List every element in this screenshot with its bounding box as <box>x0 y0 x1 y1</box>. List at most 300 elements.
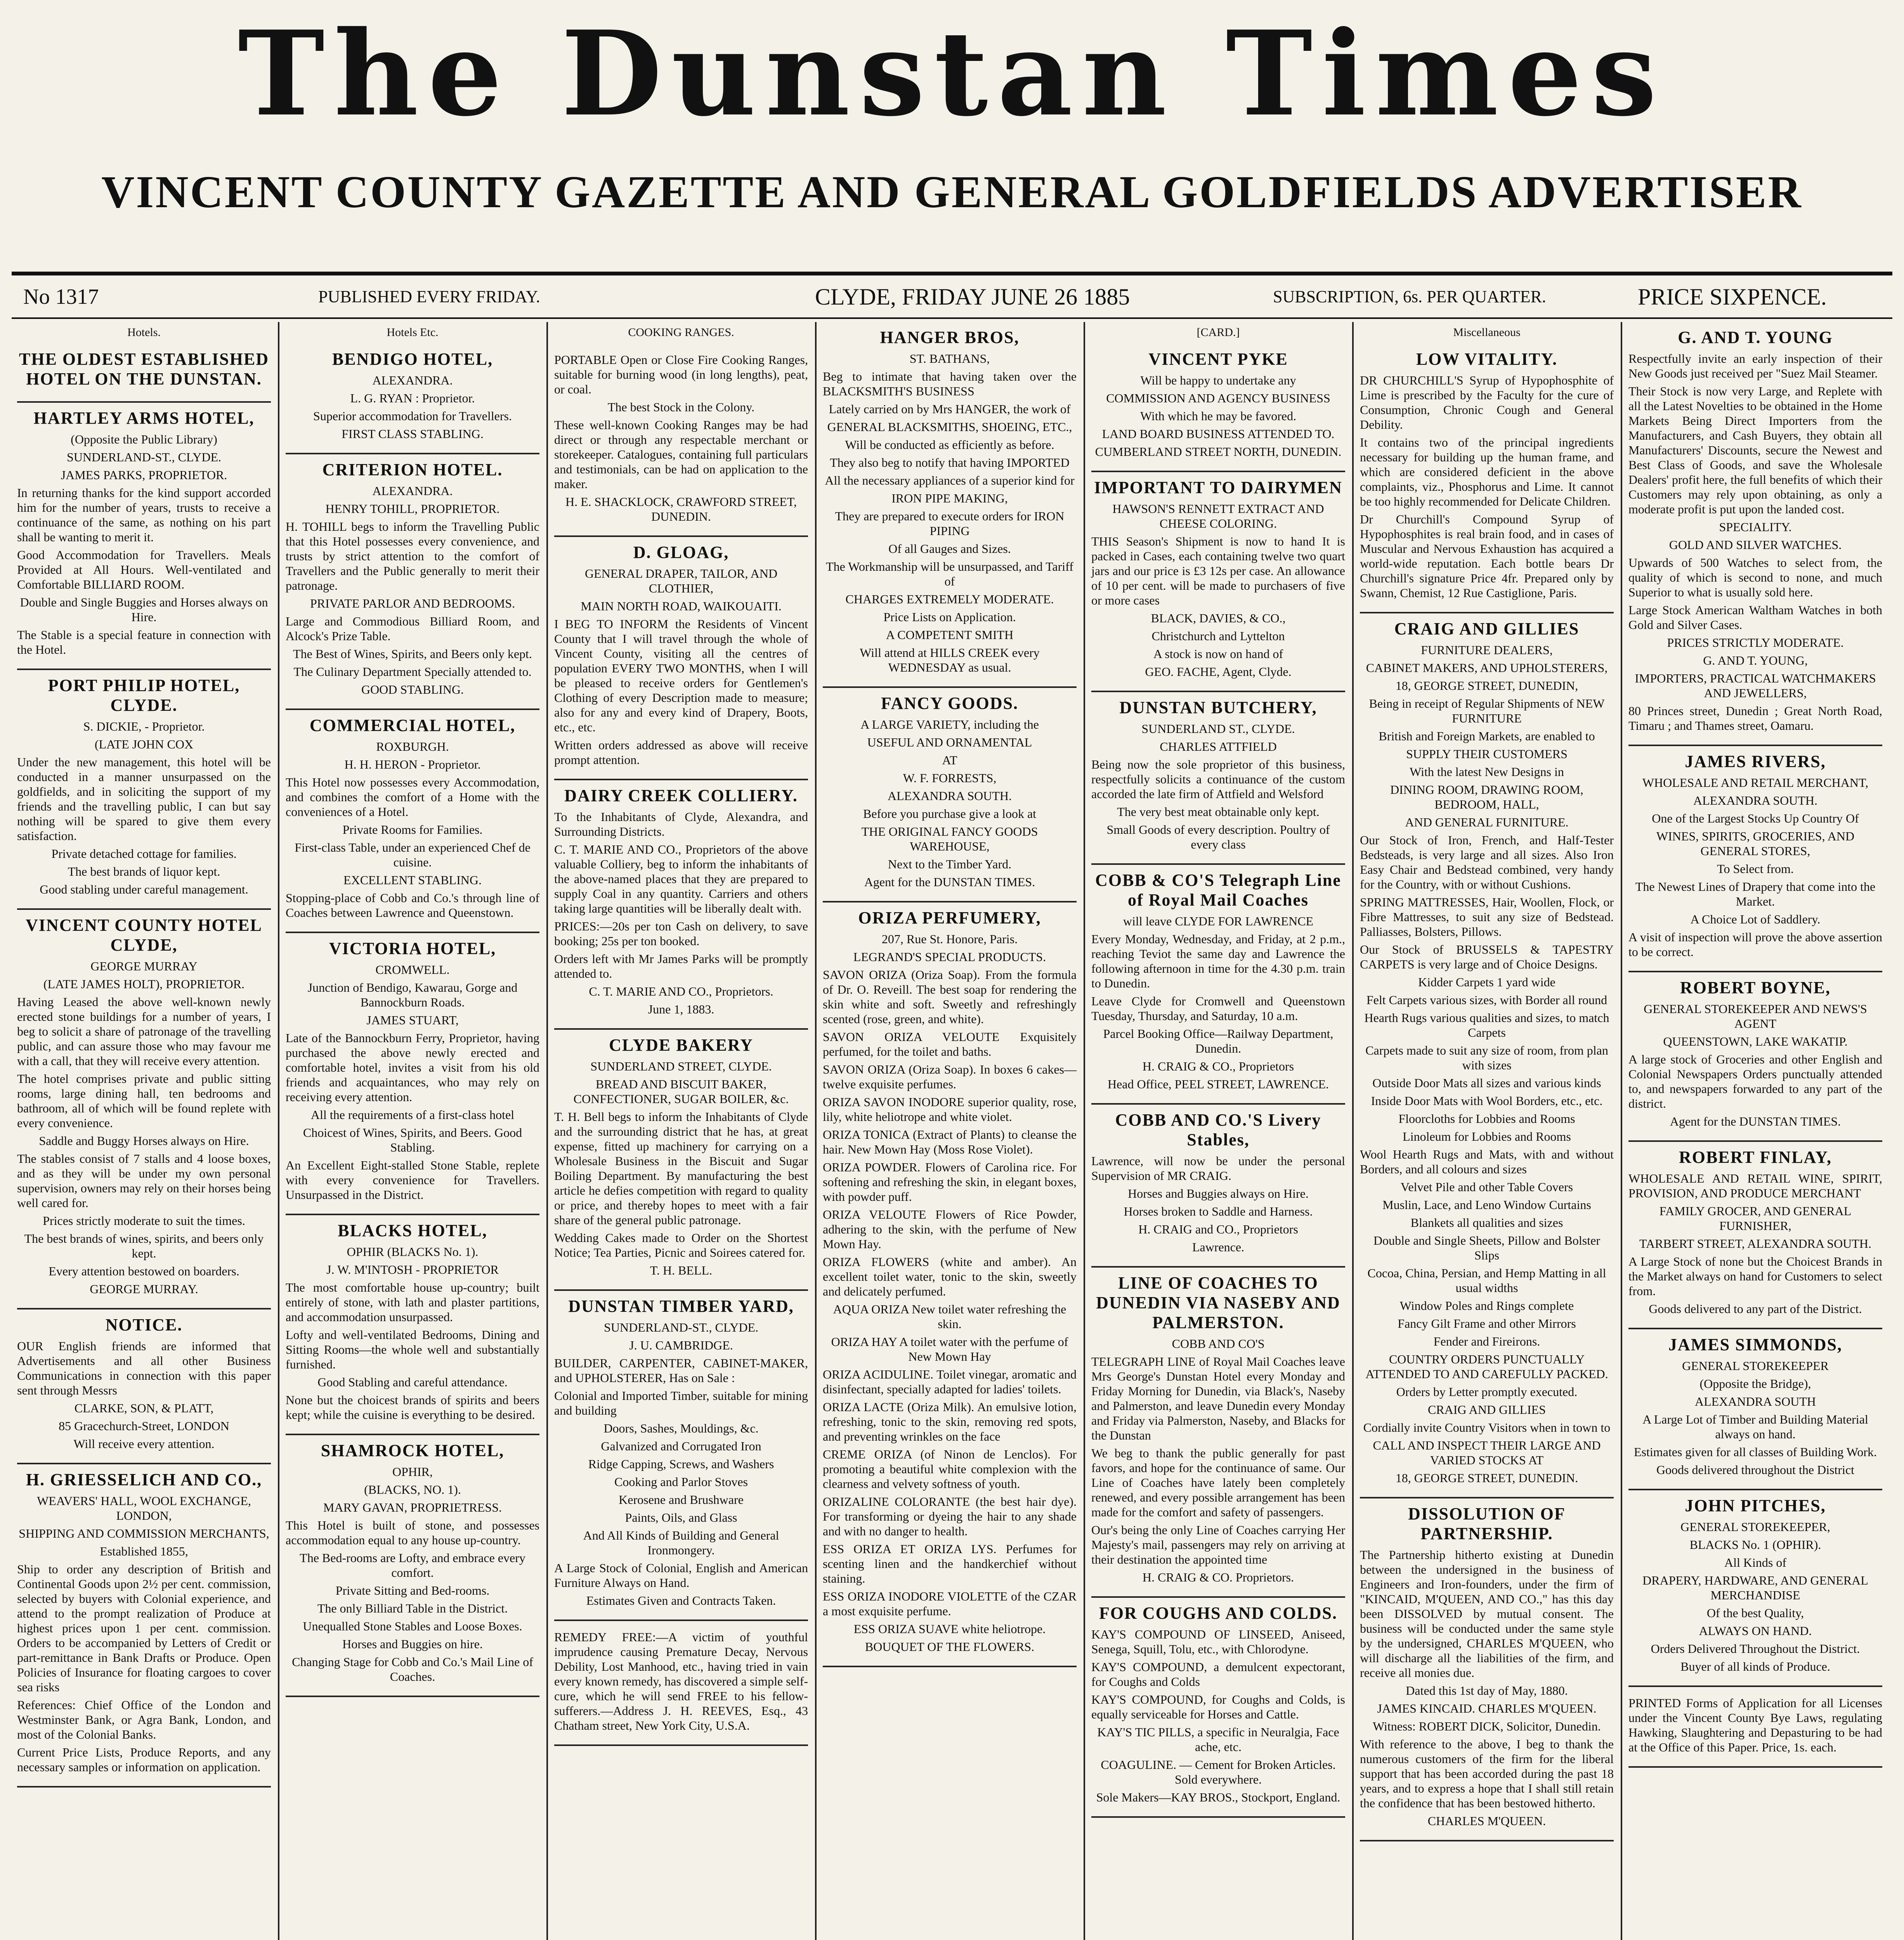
ad-title: DAIRY CREEK COLLIERY. <box>564 786 798 805</box>
ad-text: Linoleum for Lobbies and Rooms <box>1403 1129 1571 1143</box>
ad-text: Fancy Gilt Frame and other Mirrors <box>1398 1316 1576 1330</box>
ad-title: ROBERT FINLAY, <box>1679 1148 1832 1167</box>
ad-text: Window Poles and Rings complete <box>1399 1299 1574 1313</box>
advertisement <box>17 403 271 670</box>
advertisement <box>554 1291 808 1621</box>
ad-text: An Excellent Eight-stalled Stone Stable, replete with every convenience for Travellers. Unsurpassed in the District. <box>286 1158 539 1202</box>
ad-text: June 1, 1883. <box>648 1002 714 1016</box>
ad-text: Blankets all qualities and sizes <box>1410 1216 1563 1230</box>
advertisement <box>286 933 539 1215</box>
column-3 <box>549 322 813 1940</box>
ad-text: I BEG TO INFORM the Residents of Vincent County that I will travel through the whole of Vincent County, visiting all the centres of population EVERY TWO MONTHS, when I will be pleased to receive orders for Gentlemen's Clothing of every Description made to measure; also for any and every kind of Drapery, Boots, etc., etc. <box>554 617 808 734</box>
advertisement <box>17 1310 271 1464</box>
ad-text: A COMPETENT SMITH <box>886 628 1014 642</box>
ad-text: None but the choicest brands of spirits and beers kept; while the cuisine is everything to be desired. <box>286 1393 539 1422</box>
ad-text: DR CHURCHILL'S Syrup of Hypophosphite of Lime is prescribed by the Faculty for the cure of Consumption, Chronic Cough and General Debility. <box>1360 373 1614 431</box>
subscription-price: SUBSCRIPTION, 6s. PER QUARTER. <box>1273 287 1546 306</box>
ad-text: 207, Rue St. Honore, Paris. <box>881 932 1018 946</box>
ad-text: IMPORTERS, PRACTICAL WATCHMAKERS AND JEWELLERS, <box>1635 671 1876 700</box>
ad-title: JAMES SIMMONDS, <box>1668 1335 1843 1354</box>
ad-text: Sole Makers—KAY BROS., Stockport, England. <box>1096 1790 1340 1804</box>
advertisement <box>1360 613 1614 1498</box>
ad-text: And All Kinds of Building and General Ironmongery. <box>583 1528 779 1557</box>
advertisement <box>554 344 808 537</box>
ad-text: Written orders addressed as above will receive prompt attention. <box>554 738 808 767</box>
ad-title: JAMES RIVERS, <box>1685 752 1826 771</box>
ad-text: Lately carried on by Mrs HANGER, the work of <box>829 402 1071 416</box>
ad-text: ALEXANDRA SOUTH. <box>1693 793 1817 807</box>
ad-text: Our Stock of Iron, French, and Half-Tester Bedsteads, is very large and all sizes. Also Iron Easy Chair and Bedstead combined, very handy for the Country, with or without Cushions. <box>1360 833 1614 891</box>
ad-text: Large and Commodious Billiard Room, and Alcock's Prize Table. <box>286 614 539 643</box>
ad-text: Our's being the only Line of Coaches carrying Her Majesty's mail, passengers may rely on arriving at their destination the appointed time <box>1091 1523 1345 1566</box>
ad-text: To Select from. <box>1717 862 1794 876</box>
ad-text: Small Goods of every description. Poultry of every class <box>1106 823 1330 851</box>
ad-text: Lofty and well-ventilated Bedrooms, Dining and Sitting Rooms—the whole well and substantially furnished. <box>286 1328 539 1371</box>
ad-text: Being now the sole proprietor of this business, respectfully solicits a continuance of the custom accorded the late firm of Attfield and Welsford <box>1091 757 1345 801</box>
ad-text: The best brands of wines, spirits, and beers only kept. <box>24 1232 264 1260</box>
ad-text: FURNITURE DEALERS, <box>1421 643 1553 657</box>
column-header: [CARD.] <box>1197 326 1240 339</box>
ad-text: A Large Stock of Colonial, English and American Furniture Always on Hand. <box>554 1561 808 1590</box>
ad-title: VICTORIA HOTEL, <box>329 939 496 958</box>
ad-text: ALEXANDRA. <box>372 373 453 387</box>
ad-title: IMPORTANT TO DAIRYMEN <box>1094 478 1342 497</box>
ad-text: KAY'S TIC PILLS, a specific in Neuralgia, Face ache, etc. <box>1097 1725 1339 1754</box>
ad-text: DINING ROOM, DRAWING ROOM, BEDROOM, HALL, <box>1390 783 1583 811</box>
ad-text: W. F. FORRESTS, <box>903 771 997 785</box>
ad-text: Kerosene and Brushware <box>619 1493 744 1507</box>
ad-text: Cocoa, China, Persian, and Hemp Matting in all usual widths <box>1367 1266 1606 1295</box>
ad-text: 18, GEORGE STREET, DUNEDIN. <box>1395 1471 1578 1485</box>
ad-text: Head Office, PEEL STREET, LAWRENCE. <box>1107 1077 1329 1091</box>
advertisement <box>1091 692 1345 865</box>
ad-text: SHIPPING AND COMMISSION MERCHANTS, <box>19 1526 269 1540</box>
ad-text: The Newest Lines of Drapery that come into the Market. <box>1635 880 1876 908</box>
advertisement <box>1091 865 1345 1105</box>
info-bar <box>23 277 1881 316</box>
ad-text: ORIZALINE COLORANTE (the best hair dye). For transforming or dyeing the hair to any shade and with no danger to health. <box>823 1495 1077 1538</box>
ad-text: THIS Season's Shipment is now to hand It is packed in Cases, each containing twelve two quart jars and our price is £3 12s per case. An allowance of 10 per cent. will be made to purchasers of five or more cases <box>1091 534 1345 607</box>
ad-text: will leave CLYDE FOR LAWRENCE <box>1123 914 1314 928</box>
ad-text: Paints, Oils, and Glass <box>625 1510 737 1524</box>
advertisement <box>554 537 808 780</box>
dateline: CLYDE, FRIDAY JUNE 26 1885 <box>815 284 1130 310</box>
ad-text: Orders Delivered Throughout the District. <box>1651 1642 1860 1656</box>
ad-text: REMEDY FREE:—A victim of youthful imprudence causing Premature Decay, Nervous Debility, Lost Manhood, etc., having tried in vain every known remedy, has discovered a simple self-cure, which he will send FREE to his fellow-sufferers.—Address J. H. REEVES, Esq., 43 Chatham street, New York City, U.S.A. <box>554 1630 808 1732</box>
ad-text: Galvanized and Corrugated Iron <box>601 1439 761 1453</box>
ad-text: H. CRAIG & CO., Proprietors <box>1142 1059 1294 1073</box>
ad-text: The stables consist of 7 stalls and 4 loose boxes, and as they will be under my own personal supervision, owners may rely on their horses being well cared for. <box>17 1152 271 1210</box>
ad-title: LINE OF COACHES TO DUNEDIN VIA NASEBY AND PALMERSTON. <box>1096 1273 1340 1332</box>
ad-text: MARY GAVAN, PROPRIETRESS. <box>323 1500 502 1514</box>
ad-text: A stock is now on hand of <box>1153 647 1283 661</box>
ad-text: Wool Hearth Rugs and Mats, with and without Borders, and all colours and sizes <box>1360 1147 1614 1176</box>
ad-text: BOUQUET OF THE FLOWERS. <box>865 1640 1035 1654</box>
ad-title: JOHN PITCHES, <box>1685 1496 1826 1515</box>
ad-text: (Opposite the Bridge), <box>1699 1377 1811 1391</box>
ad-text: British and Foreign Markets, are enabled to <box>1379 729 1595 743</box>
ad-text: ORIZA LACTE (Oriza Milk). An emulsive lotion, refreshing, tonic to the skin, removing red spots, and preventing wrinkles on the face <box>823 1400 1077 1443</box>
ad-title: CRITERION HOTEL. <box>322 460 503 479</box>
advertisement <box>1360 1498 1614 1841</box>
ad-text: Orders left with Mr James Parks will be promptly attended to. <box>554 952 808 980</box>
ad-text: Double and Single Sheets, Pillow and Bolster Slips <box>1373 1233 1600 1262</box>
ad-title: SHAMROCK HOTEL, <box>321 1441 505 1460</box>
ad-text: A visit of inspection will prove the above assertion to be correct. <box>1628 930 1882 959</box>
advertisement <box>17 670 271 910</box>
ad-title: PORT PHILIP HOTEL, CLYDE. <box>48 676 240 715</box>
ad-title: HANGER BROS, <box>880 328 1020 347</box>
ad-text: CUMBERLAND STREET NORTH, DUNEDIN. <box>1095 445 1342 459</box>
ad-text: EXCELLENT STABLING. <box>343 873 482 887</box>
ad-text: GOLD AND SILVER WATCHES. <box>1669 538 1842 552</box>
ad-text: The hotel comprises private and public sitting rooms, large dining hall, ten bedrooms and bathroom, all of which will be found replete with every convenience. <box>17 1072 271 1130</box>
ad-text: CLARKE, SON, & PLATT, <box>74 1401 214 1415</box>
ad-text: Of all Gauges and Sizes. <box>888 542 1011 556</box>
ad-text: (LATE JOHN COX <box>94 737 194 751</box>
ad-text: QUEENSTOWN, LAKE WAKATIP. <box>1663 1034 1848 1048</box>
ad-title: CLYDE BAKERY <box>609 1036 753 1055</box>
ad-text: GENERAL STOREKEEPER, <box>1680 1520 1830 1534</box>
ad-title: BLACKS HOTEL, <box>338 1221 487 1240</box>
ad-text: ORIZA SAVON INODORE superior quality, rose, lily, white heliotrope and white violet. <box>823 1095 1077 1124</box>
ad-text: WINES, SPIRITS, GROCERIES, AND GENERAL STORES, <box>1656 829 1855 858</box>
ad-text: SPECIALITY. <box>1719 520 1792 534</box>
ad-text: BLACK, DAVIES, & CO., <box>1151 611 1286 625</box>
ad-text: H. CRAIG & CO. Proprietors. <box>1142 1570 1294 1584</box>
ad-text: OUR English friends are informed that Advertisements and all other Business Communications in connection with this paper sent through Messrs <box>17 1339 271 1397</box>
ad-title: COMMERCIAL HOTEL, <box>309 716 516 735</box>
ad-text: In returning thanks for the kind support accorded him for the number of years, trusts to receive a continuance of the same, as nothing on his part shall be wanting to merit it. <box>17 486 271 544</box>
advertisement <box>823 322 1077 688</box>
advertisement <box>1091 344 1345 472</box>
ad-text: PRIVATE PARLOR AND BEDROOMS. <box>310 596 515 610</box>
ad-text: Their Stock is now very Large, and Replete with all the Latest Novelties to be obtained in the Home Markets Being Direct Importers from the Manufacturers, and Cash Buyers, they obtain all Manufacturers' Discounts, secure the Newest and Best Class of Goods, and save the Wholesale Dealers' profit here, the full benefits of which their Customers may rely upon obtaining, as only a moderate profit is put upon the landed cost. <box>1628 384 1882 516</box>
ad-text: Will be conducted as efficiently as before. <box>845 438 1054 452</box>
ad-text: Felt Carpets various sizes, with Border all round <box>1366 993 1607 1007</box>
ad-text: SAVON ORIZA (Oriza Soap). In boxes 6 cakes—twelve exquisite perfumes. <box>823 1062 1077 1091</box>
ad-text: LAND BOARD BUSINESS ATTENDED TO. <box>1102 427 1335 441</box>
ad-title: H. GRIESSELICH AND CO., <box>26 1470 262 1489</box>
advertisement <box>1628 1687 1882 1768</box>
ad-text: ORIZA ACIDULINE. Toilet vinegar, aromatic and disinfectant, specially adapted for ladies' toilets. <box>823 1367 1077 1396</box>
advertisement <box>1091 1105 1345 1268</box>
advertisement <box>286 1215 539 1435</box>
column-header: Miscellaneous <box>1453 326 1521 339</box>
ad-text: All the requirements of a first-class hotel <box>310 1108 515 1122</box>
ad-text: With reference to the above, I beg to thank the numerous customers of the firm for the liberal support that has been accorded during the past 18 years, and to express a hope that I shall still retain the confidence that has been bestowed hitherto. <box>1360 1737 1614 1810</box>
ad-text: Our Stock of BRUSSELS & TAPESTRY CARPETS is very large and of Choice Designs. <box>1360 942 1614 971</box>
advertisement <box>554 1621 808 1746</box>
ad-text: They are prepared to execute orders for IRON PIPING <box>835 509 1065 538</box>
ad-text: PRICES STRICTLY MODERATE. <box>1667 636 1844 650</box>
ad-text: GENERAL DRAPER, TAILOR, AND CLOTHIER, <box>584 566 778 595</box>
advertisement <box>1628 1142 1882 1329</box>
ad-text: WEAVERS' HALL, WOOL EXCHANGE, LONDON, <box>37 1494 251 1523</box>
ad-text: CREME ORIZA (of Ninon de Lenclos). For promoting a beautiful white complexion with the clearness and velvety softness of youth. <box>823 1447 1077 1491</box>
ad-text: GEORGE MURRAY. <box>90 1282 198 1296</box>
ad-text: G. AND T. YOUNG, <box>1703 653 1808 667</box>
ad-text: C. T. MARIE AND CO., Proprietors of the above valuable Colliery, beg to inform the inhabitants of the above-named places that they are prepared to supply Coal in any quantity. Carriers and others taking large quantities will be liberally dealt with. <box>554 842 808 915</box>
ad-text: First-class Table, under an experienced Chef de cuisine. <box>295 840 531 869</box>
ad-text: (Opposite the Public Library) <box>71 432 217 446</box>
masthead <box>0 0 1904 268</box>
ad-text: Colonial and Imported Timber, suitable for mining and building <box>554 1389 808 1417</box>
ad-text: Superior accommodation for Travellers. <box>313 409 512 423</box>
ad-title: ROBERT BOYNE, <box>1680 978 1831 997</box>
ad-text: T. H. BELL. <box>650 1263 713 1277</box>
column-header: Hotels Etc. <box>387 326 439 339</box>
advertisement <box>17 1464 271 1788</box>
ad-text: T. H. Bell begs to inform the Inhabitants of Clyde and the surrounding district that he has, at great expense, fitted up machinery for carrying on a Wholesale Business in the Biscuit and Sugar Boiling Department. By manufacturing the best article he defies competition with regard to quality or price, and thereby hopes to meet with a fair share of the general public patronage. <box>554 1110 808 1227</box>
column-6 <box>1354 322 1619 1940</box>
newspaper-title: The Dunstan Times <box>238 5 1666 142</box>
ad-text: L. G. RYAN : Proprietor. <box>350 391 475 405</box>
ad-text: COUNTRY ORDERS PUNCTUALLY ATTENDED TO AND CAREFULLY PACKED. <box>1365 1352 1608 1381</box>
ad-text: Christchurch and Lyttelton <box>1151 629 1285 643</box>
ad-text: GENERAL STOREKEEPER AND NEWS'S AGENT <box>1644 1002 1867 1031</box>
ad-text: WHOLESALE AND RETAIL WINE, SPIRIT, PROVISION, AND PRODUCE MERCHANT <box>1628 1171 1882 1200</box>
ad-text: They also beg to notify that having IMPORTED <box>830 456 1070 469</box>
ad-text: Estimates Given and Contracts Taken. <box>586 1594 776 1607</box>
column-7 <box>1623 322 1888 1940</box>
ad-text: The most comfortable house up-country; built entirely of stone, with lath and plaster partitions, and accommodation unsurpassed. <box>286 1280 539 1324</box>
ad-text: Velvet Pile and other Table Covers <box>1400 1180 1573 1194</box>
advertisement <box>1628 1490 1882 1687</box>
ad-text: SUNDERLAND STREET, CLYDE. <box>590 1059 772 1073</box>
ad-text: Parcel Booking Office—Railway Department, Dunedin. <box>1103 1027 1333 1055</box>
ad-text: Good stabling under careful management. <box>40 882 248 896</box>
ad-text: GOOD STABLING. <box>361 682 464 696</box>
ad-text: Horses broken to Saddle and Harness. <box>1124 1204 1313 1218</box>
column-1 <box>12 322 276 1940</box>
ad-text: This Hotel is built of stone, and possesses accommodation equal to any house up-country. <box>286 1518 539 1547</box>
ad-text: SAVON ORIZA VELOUTE Exquisitely perfumed, for the toilet and baths. <box>823 1030 1077 1058</box>
ad-text: A LARGE VARIETY, including the <box>860 717 1039 731</box>
ad-text: OPHIR, <box>392 1465 433 1479</box>
ad-text: WHOLESALE AND RETAIL MERCHANT, <box>1642 776 1869 790</box>
ad-text: Muslin, Lace, and Leno Window Curtains <box>1382 1198 1591 1212</box>
ad-text: A Large Lot of Timber and Building Material always on hand. <box>1642 1412 1868 1441</box>
advertisement <box>286 710 539 933</box>
ad-text: Respectfully invite an early inspection of their New Goods just received per "Suez Mail Steamer. <box>1628 352 1882 380</box>
ad-text: SUPPLY THEIR CUSTOMERS <box>1406 747 1568 761</box>
ad-text: The very best meat obtainable only kept. <box>1117 805 1320 819</box>
ad-title: D. GLOAG, <box>633 543 729 562</box>
ad-text: USEFUL AND ORNAMENTAL <box>867 735 1032 749</box>
ad-text: (BLACKS, NO. 1). <box>364 1483 461 1497</box>
ad-text: Late of the Bannockburn Ferry, Proprietor, having purchased the above newly erected and comfortable hotel, invites a visit from his old friends and acquaintances, who may rely on receiving every attention. <box>286 1031 539 1104</box>
column-rule <box>546 322 548 1940</box>
ad-text: H. H. HERON - Proprietor. <box>344 757 481 771</box>
column-header: COOKING RANGES. <box>628 326 734 339</box>
ad-text: Under the new management, this hotel will be conducted in a manner unsurpassed on the goldfields, and in soliciting the support of my friends and the travelling public, I can but say nothing will be spared to give them every satisfaction. <box>17 755 271 843</box>
ad-text: All Kinds of <box>1724 1555 1786 1569</box>
ad-text: Outside Door Mats all sizes and various kinds <box>1372 1076 1601 1090</box>
ad-text: Lawrence. <box>1192 1240 1245 1254</box>
issue-number: No 1317 <box>23 285 99 309</box>
column-rule <box>815 322 817 1940</box>
ad-title: DUNSTAN TIMBER YARD, <box>568 1297 794 1316</box>
advertisement <box>554 1030 808 1291</box>
ad-text: ORIZA FLOWERS (white and amber). An excellent toilet water, tonic to the skin, sweetly and delicately perfumed. <box>823 1255 1077 1298</box>
ad-text: Will be happy to undertake any <box>1140 373 1296 387</box>
advertisement <box>17 910 271 1310</box>
ad-text: BLACKS No. 1 (OPHIR). <box>1689 1538 1821 1552</box>
ad-text: ALEXANDRA SOUTH. <box>888 789 1012 803</box>
ad-text: ST. BATHANS, <box>909 352 990 365</box>
columns-area <box>12 322 1892 1940</box>
ad-text: KAY'S COMPOUND, for Coughs and Colds, is equally serviceable for Horses and Cattle. <box>1091 1692 1345 1721</box>
advertisement <box>1628 972 1882 1142</box>
ad-text: Fender and Fireirons. <box>1433 1334 1540 1348</box>
ad-text: Private Sitting and Bed-rooms. <box>335 1583 490 1597</box>
ad-text: A Choice Lot of Saddlery. <box>1690 912 1821 926</box>
ad-text: CABINET MAKERS, AND UPHOLSTERERS, <box>1366 661 1608 675</box>
ad-title: LOW VITALITY. <box>1416 350 1558 369</box>
ad-text: Beg to intimate that having taken over the BLACKSMITH'S BUSINESS <box>823 369 1077 398</box>
ad-text: We beg to thank the public generally for past favors, and hope for the continuance of same. Our Line of Coaches have lately been completely renewed, and every possible arrangement has been made for the comfort and safety of passengers. <box>1091 1446 1345 1519</box>
ad-text: FAMILY GROCER, AND GENERAL FURNISHER, <box>1659 1204 1852 1233</box>
ad-text: With which he may be favored. <box>1140 409 1297 423</box>
ad-text: H. CRAIG and CO., Proprietors <box>1138 1222 1298 1236</box>
ad-text: CHARLES M'QUEEN. <box>1427 1814 1546 1828</box>
ad-text: Good Accommodation for Travellers. Meals Provided at All Hours. Well-ventilated and Comfortable BILLIARD ROOM. <box>17 548 271 591</box>
ad-text: ORIZA HAY A toilet water with the perfume of New Mown Hay <box>831 1335 1068 1363</box>
ad-text: Good Stabling and careful attendance. <box>317 1375 508 1389</box>
ad-text: Junction of Bendigo, Kawarau, Gorge and Bannockburn Roads. <box>307 980 518 1009</box>
ad-text: J. W. M'INTOSH - PROPRIETOR <box>326 1263 499 1277</box>
column-rule <box>1621 322 1622 1940</box>
advertisement <box>286 1435 539 1697</box>
ad-title: FANCY GOODS. <box>881 694 1018 713</box>
ad-text: The Culinary Department Specially attended to. <box>293 665 532 679</box>
ad-title: HARTLEY ARMS HOTEL, <box>33 409 255 428</box>
ad-text: Established 1855, <box>100 1544 188 1558</box>
ad-title: THE OLDEST ESTABLISHED HOTEL ON THE DUNSTAN. <box>19 350 269 388</box>
ad-text: OPHIR (BLACKS No. 1). <box>347 1245 479 1259</box>
ad-text: Being in receipt of Regular Shipments of NEW FURNITURE <box>1369 696 1605 725</box>
advertisement <box>1628 746 1882 972</box>
ad-text: Large Stock American Waltham Watches in both Gold and Silver Cases. <box>1628 603 1882 632</box>
ad-text: IRON PIPE MAKING, <box>891 491 1008 505</box>
ad-text: Dr Churchill's Compound Syrup of Hypophosphites is real brain food, and in cases of Muscular and Nervous Exhaustion has acquired a world-wide reputation. Each bottle bears Dr Churchill's signature Price 4fr. Prepared only by Swann, Chemist, 12 Rue Castiglione, Paris. <box>1360 512 1614 600</box>
ad-text: A large stock of Groceries and other English and Colonial Newspapers Orders punctually attended to, and newspapers forwarded to any part of the district. <box>1628 1052 1882 1110</box>
ad-text: Of the best Quality, <box>1706 1606 1804 1620</box>
newspaper-subtitle: VINCENT COUNTY GAZETTE AND GENERAL GOLDFIELDS ADVERTISER <box>101 166 1803 217</box>
ad-text: Cooking and Parlor Stoves <box>614 1475 748 1489</box>
column-rule <box>1084 322 1085 1940</box>
ad-text: HENRY TOHILL, PROPRIETOR. <box>325 502 500 516</box>
ad-text: Goods delivered throughout the District <box>1656 1463 1855 1477</box>
column-rule <box>278 322 279 1940</box>
ad-text: (LATE JAMES HOLT), PROPRIETOR. <box>43 977 245 991</box>
ad-text: SUNDERLAND ST., CLYDE. <box>1141 722 1295 736</box>
ad-text: H. E. SHACKLOCK, CRAWFORD STREET, DUNEDIN. <box>565 495 797 523</box>
advertisement <box>1091 472 1345 692</box>
ad-text: ESS ORIZA INODORE VIOLETTE of the CZAR a most exquisite perfume. <box>823 1589 1077 1618</box>
ad-text: Agent for the DUNSTAN TIMES. <box>1670 1114 1841 1128</box>
ad-text: GEO. FACHE, Agent, Clyde. <box>1145 665 1292 679</box>
ad-title: COBB AND CO.'S Livery Stables, <box>1115 1110 1321 1149</box>
ad-text: SPRING MATTRESSES, Hair, Woollen, Flock, or Fibre Mattresses, to suit any size of Bedstead. Palliasses, Bolsters, Pillows. <box>1360 895 1614 939</box>
ad-text: These well-known Cooking Ranges may be had direct or through any respectable merchant or storekeeper. Catalogues, containing full particulars and testimonials, can be had on application to the maker. <box>554 418 808 491</box>
ad-text: It contains two of the principal ingredients necessary for building up the human frame, and which are considered deficient in the above complaints, viz., Phosphorus and Lime. It cannot be too highly recommended for Delicate Children. <box>1360 435 1614 508</box>
ad-text: BUILDER, CARPENTER, CABINET-MAKER, and UPHOLSTERER, Has on Sale : <box>554 1356 808 1385</box>
ad-text: Private detached cottage for families. <box>51 847 237 861</box>
column-2 <box>280 322 545 1940</box>
ad-text: The Partnership hitherto existing at Dunedin between the undersigned in the business of Engineers and Iron-founders, under the firm of "KINCAID, M'QUEEN, AND CO.," has this day been DISSOLVED by mutual consent. The business will be conducted under the same style by the undersigned, CHARLES M'QUEEN, who will discharge all the liabilities of the firm, and receive all monies due. <box>1360 1548 1614 1680</box>
ad-text: TELEGRAPH LINE of Royal Mail Coaches leave Mrs George's Dunstan Hotel every Monday and Friday Morning for Dunedin, via Black's, Naseby and Palmerston, and leave Dunedin every Monday and Friday via Palmerston, Naseby, and Blacks for the Dunstan <box>1091 1355 1345 1442</box>
advertisement <box>1360 344 1614 613</box>
ad-text: AT <box>942 753 957 767</box>
cover-price: PRICE SIXPENCE. <box>1638 284 1827 310</box>
ad-text: The Bed-rooms are Lofty, and embrace every comfort. <box>300 1551 525 1580</box>
ad-text: 85 Gracechurch-Street, LONDON <box>59 1419 229 1433</box>
ad-text: Saddle and Buggy Horses always on Hire. <box>39 1134 249 1148</box>
ad-text: SUNDERLAND-ST., CLYDE. <box>67 450 221 464</box>
ad-text: CRAIG AND GILLIES <box>1428 1403 1546 1417</box>
ad-text: Prices strictly moderate to suit the times. <box>43 1214 245 1228</box>
ad-text: GEORGE MURRAY <box>90 959 198 973</box>
ad-text: FIRST CLASS STABLING. <box>342 427 484 441</box>
ad-text: The best Stock in the Colony. <box>607 400 755 414</box>
ad-text: Hearth Rugs various qualities and sizes, to match Carpets <box>1364 1011 1609 1039</box>
ad-text: CHARGES EXTREMELY MODERATE. <box>845 592 1054 606</box>
ad-text: Estimates given for all classes of Building Work. <box>1633 1445 1877 1459</box>
advertisement <box>554 780 808 1030</box>
ad-text: ROXBURGH. <box>376 740 449 753</box>
ad-text: Stopping-place of Cobb and Co.'s through line of Coaches between Lawrence and Queenstown. <box>286 891 539 920</box>
ad-text: All the necessary appliances of a superior kind for <box>825 473 1075 487</box>
advertisement <box>1091 1598 1345 1818</box>
ad-title: BENDIGO HOTEL, <box>332 350 493 369</box>
ad-title: VINCENT COUNTY HOTEL CLYDE, <box>26 916 262 954</box>
ad-text: One of the Largest Stocks Up Country Of <box>1652 811 1859 825</box>
ad-title: CRAIG AND GILLIES <box>1394 619 1580 638</box>
ad-text: The only Billiard Table in the District. <box>317 1601 508 1615</box>
ad-text: Will attend at HILLS CREEK every WEDNESDAY as usual. <box>860 646 1040 674</box>
ad-text: Current Price Lists, Produce Reports, and any necessary samples or information on application. <box>17 1745 271 1774</box>
ad-text: S. DICKIE, - Proprietor. <box>83 719 205 733</box>
advertisement <box>1628 322 1882 746</box>
advertisement <box>17 344 271 403</box>
ad-text: Cordially invite Country Visitors when in town to <box>1363 1420 1611 1434</box>
ad-text: PORTABLE Open or Close Fire Cooking Ranges, suitable for burning wood (in long lengths), peat, or coal. <box>554 353 808 396</box>
ad-title: ORIZA PERFUMERY, <box>858 908 1041 927</box>
ad-text: Carpets made to suit any size of room, from plan with sizes <box>1365 1043 1608 1072</box>
ad-text: JAMES STUART, <box>366 1013 459 1027</box>
ad-title: COBB & CO'S Telegraph Line of Royal Mail Coaches <box>1095 871 1341 909</box>
ad-text: ORIZA POWDER. Flowers of Carolina rice. For softening and refreshing the skin, in elegant boxes, with powder puff. <box>823 1160 1077 1204</box>
ad-title: FOR COUGHS AND COLDS. <box>1099 1604 1338 1623</box>
ad-text: KAY'S COMPOUND OF LINSEED, Aniseed, Senega, Squill, Tolu, etc., with Chlorodyne. <box>1091 1627 1345 1656</box>
ad-text: ORIZA VELOUTE Flowers of Rice Powder, adhering to the skin, with the perfume of New Mown Hay. <box>823 1207 1077 1251</box>
ad-text: Horses and Buggies always on Hire. <box>1128 1187 1309 1200</box>
ad-text: CALL AND INSPECT THEIR LARGE AND VARIED STOCKS AT <box>1373 1438 1601 1467</box>
ad-text: CHARLES ATTFIELD <box>1160 740 1277 753</box>
info-rule <box>12 317 1892 319</box>
ad-title: DUNSTAN BUTCHERY, <box>1119 698 1317 717</box>
ad-text: This Hotel now possesses every Accommodation, and combines the comfort of a Home with the conveniences of a Hotel. <box>286 775 539 819</box>
ad-title: NOTICE. <box>105 1315 183 1334</box>
ad-text: THE ORIGINAL FANCY GOODS WAREHOUSE, <box>861 824 1038 853</box>
ad-text: Ridge Capping, Screws, and Washers <box>588 1457 774 1471</box>
ad-text: With the latest New Designs in <box>1410 765 1564 779</box>
ad-text: JAMES KINCAID. CHARLES M'QUEEN. <box>1377 1701 1597 1715</box>
ad-text: Before you purchase give a look at <box>863 807 1037 821</box>
ad-text: H. TOHILL begs to inform the Travelling Public that this Hotel possesses every convenience, and trusts by strict attention to the comfort of Travellers and the Public generally to merit their patronage. <box>286 520 539 592</box>
